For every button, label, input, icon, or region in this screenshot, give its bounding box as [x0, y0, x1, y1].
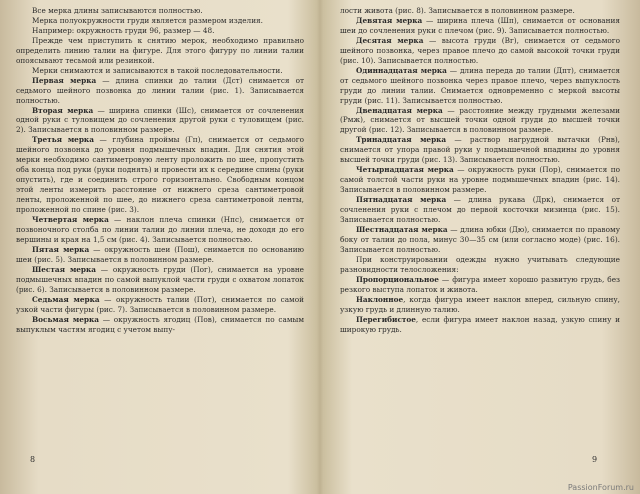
measure-10: Десятая мерка — высота груди (Вг), снимается от седьмого шейного позвонка, через правое плечо до самой высокой точки груди (рис. 10). Записывается полностью. [340, 35, 620, 65]
measure-3: Третья мерка — глубина проймы (Гп), снимается от седьмого шейного позвонка до уровня подмышечных впадин. Для снятия этой мерки необходимо сантиметровую ленту проложить по шее, пропустить оба конца под руки (руки поднять) и провести их к середине спины (руки опустить), где и соединить строго горизонтально. Свободным концом этой ленты измерить расстояние от нижнего среза сантиметровой ленты, проложенной по шее, до нижнего среза сантиметровой ленты, проложенной по спине (рис. 3). [16, 135, 304, 215]
body-type-inclined: Наклонное, когда фигура имеет наклон вперед, сильную спину, узкую грудь и длинную талию. [340, 294, 620, 314]
body-type-term: Наклонное [356, 294, 404, 304]
right-paragraph: При конструировании одежды нужно учитывать следующие разновидности телосложения: [340, 254, 620, 274]
left-page-number: 8 [30, 455, 36, 464]
right-paragraph: лости живота (рис. 8). Записывается в половинном размере. [340, 6, 575, 15]
measure-term: Тринадцатая мерка [356, 135, 447, 145]
measure-term: Пятнадцатая мерка [356, 195, 447, 205]
body-type-proportional: Пропорциональное — фигура имеет хорошо развитую грудь, без резкого выступа лопаток и живота. [340, 274, 620, 294]
body-type-bent-back: Перегибистое, если фигура имеет наклон назад, узкую спину и широкую грудь. [340, 314, 620, 334]
left-page [16, 6, 304, 484]
measure-16: Шестнадцатая мерка — длина юбки (Дю), снимается по правому боку от талии до пола, минус 30—35 см (или согласно моде) (рис. 16). Записывается полностью. [340, 224, 620, 254]
left-paragraph: Например: окружность груди 96, размер — 48. [32, 25, 215, 35]
body-type-term: Перегибистое [356, 314, 416, 324]
measure-8: Восьмая мерка — окружность ягодиц (Пов), снимается по самым выпуклым частям ягодиц с учетом выпу- [16, 314, 304, 334]
measure-term: Пятая мерка [32, 244, 90, 254]
right-page [340, 6, 620, 484]
body-type-term: Пропорциональное [356, 274, 439, 284]
left-paragraph: Прежде чем приступить к снятию мерок, необходимо правильно определить линию талии на фигуре. Для этого фигуру по линии талии опоясывают тесьмой или резинкой. [16, 35, 304, 65]
measure-term: Шестая мерка [32, 264, 97, 274]
left-paragraph: Мерки снимаются и записываются в такой последовательности. [32, 65, 283, 75]
measure-term: Третья мерка [32, 135, 94, 145]
measure-7: Седьмая мерка — окружность талии (Пот), снимается по самой узкой части фигуры (рис. 7). Записывается в половинном размере. [16, 294, 304, 314]
measure-term: Четвертая мерка [32, 215, 109, 225]
watermark: PassionForum.ru [567, 483, 634, 492]
measure-term: Первая мерка [32, 75, 97, 85]
left-paragraph: Мерка полуокружности груди является размером изделия. [32, 15, 263, 25]
measure-1: Первая мерка — длина спинки до талии (Дст) снимается от седьмого шейного позвонка до линии талии (рис. 1). Записывается полностью. [16, 75, 304, 105]
right-page-number: 9 [592, 455, 598, 464]
measure-4: Четвертая мерка — наклон плеча спинки (Нпс), снимается от позвоночного столба по линии талии до линии плеча, не доходя до его вершины и края на 1,5 см (рис. 4). Записывается полностью. [16, 215, 304, 244]
measure-13: Тринадцатая мерка — раствор нагрудной вытачки (Рнв), снимается от упора правой руки у подмышечной впадины до уровня высшей точки груди (рис. 13). Записывается полностью. [340, 135, 620, 165]
measure-term: Одиннадцатая мерка [356, 65, 447, 75]
measure-term: Восьмая мерка [32, 314, 99, 324]
measure-term: Четырнадцатая мерка [356, 165, 454, 175]
measure-5: Пятая мерка — окружность шеи (Пош), снимается по основанию шеи (рис. 5). Записывается в половинном размере. [16, 244, 304, 264]
measure-2: Вторая мерка — ширина спинки (Шс), снимается от сочленения одной руки с туловищем до сочленения другой руки с туловищем (рис. 2). Записывается в половинном размере. [16, 105, 304, 135]
measure-12: Двенадцатая мерка — расстояние между грудными железами (Рмж), снимается от высшей точки одной груди до высшей точки другой (рис. 12). Записывается в половинном размере. [340, 105, 620, 135]
measure-term: Десятая мерка [356, 35, 424, 45]
left-paragraph: Все мерка длины записываются полностью. [32, 6, 203, 15]
measure-term: Девятая мерка [356, 15, 423, 25]
measure-15: Пятнадцатая мерка — длина рукава (Дрк), снимается от сочленения руки с плечом до первой косточки мизинца (рис. 15). Записывается полностью. [340, 195, 620, 225]
measure-14: Четырнадцатая мерка — окружность руки (Пор), снимается по самой толстой части руки на уровне подмышечных впадин (рис. 14). Записывается в половинном размере. [340, 165, 620, 195]
measure-term: Шестнадцатая мерка [356, 224, 448, 234]
measure-term: Двенадцатая мерка [356, 105, 443, 115]
measure-9: Девятая мерка — ширина плеча (Шп), снимается от основания шеи до сочленения руки с плечом (рис. 9). Записывается полностью. [340, 15, 620, 35]
measure-11: Одиннадцатая мерка — длина переда до талии (Дпт), снимается от седьмого шейного позвонка через правое плечо, через выпуклость груди до линии талии. Снимается одновременно с меркой высоты груди (рис. 11). Записывается полностью. [340, 65, 620, 105]
measure-term: Седьмая мерка [32, 294, 100, 304]
measure-6: Шестая мерка — окружность груди (Пог), снимается на уровне подмышечных впадин по самой выпуклой части груди с охватом лопаток (рис. 6). Записывается в половинном размере. [16, 264, 304, 294]
measure-term: Вторая мерка [32, 105, 94, 115]
